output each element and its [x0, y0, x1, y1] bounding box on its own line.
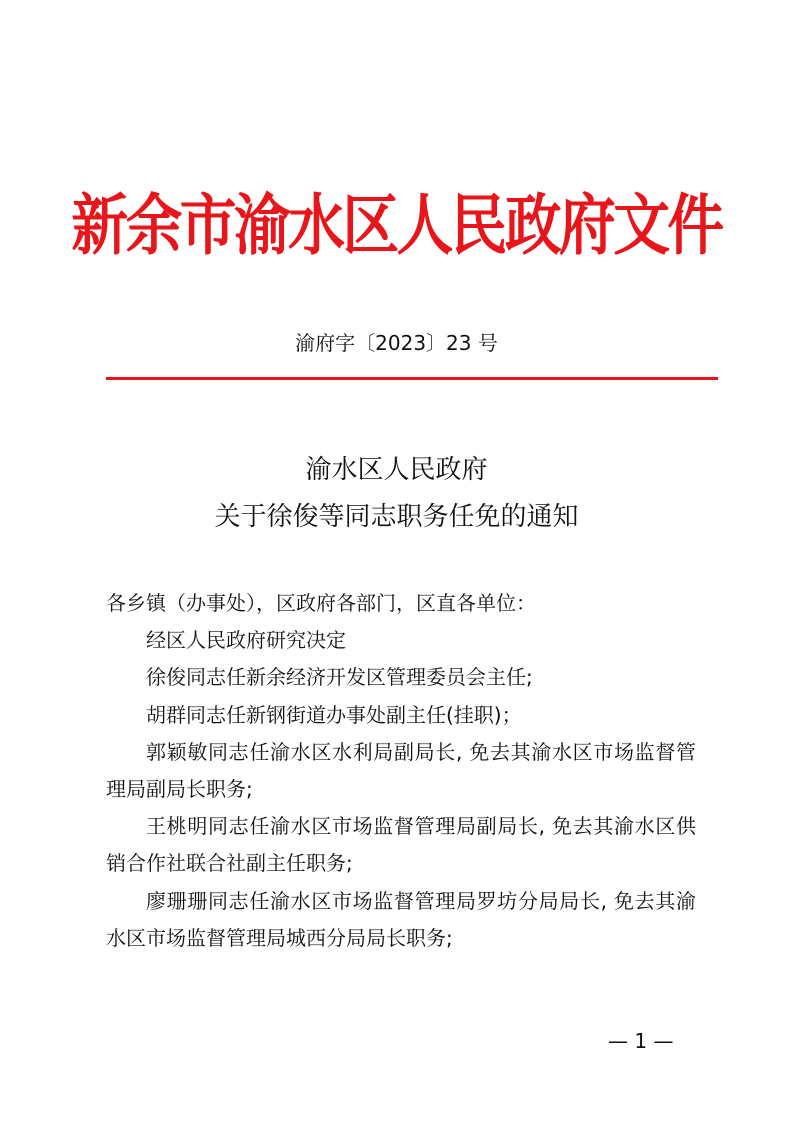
notice-title-subject: 关于徐俊等同志职务任免的通知 [214, 502, 579, 532]
body-paragraph-appointment: 廖珊珊同志任渝水区市场监督管理局罗坊分局局长, 免去其渝水区市场监督管理局城西分局局长职务; [106, 888, 696, 950]
red-divider-line [106, 377, 718, 380]
body-paragraph-appointment: 胡群同志任新钢街道办事处副主任(挂职)； [146, 702, 522, 727]
body-paragraph-decision: 经区人民政府研究决定 [146, 628, 346, 653]
notice-title-issuer: 渝水区人民政府 [305, 455, 488, 485]
body-paragraph-appointment: 徐俊同志任新余经济开发区管理委员会主任; [146, 665, 533, 690]
body-paragraph-appointment: 王桃明同志任渝水区市场监督管理局副局长, 免去其渝水区供销合作社联合社副主任职务; [106, 814, 696, 876]
salutation: 各乡镇（办事处），区政府各部门，区直各单位： [106, 591, 536, 615]
document-masthead: 新余市渝水区人民政府文件 [71, 186, 722, 264]
page-number: — 1 — [608, 1029, 674, 1053]
notice-body [106, 585, 696, 957]
body-paragraph-appointment: 郭颖敏同志任渝水区水利局副局长, 免去其渝水区市场监督管理局副局长职务; [106, 739, 696, 802]
document-number: 渝府字〔2023〕23 号 [295, 331, 498, 355]
